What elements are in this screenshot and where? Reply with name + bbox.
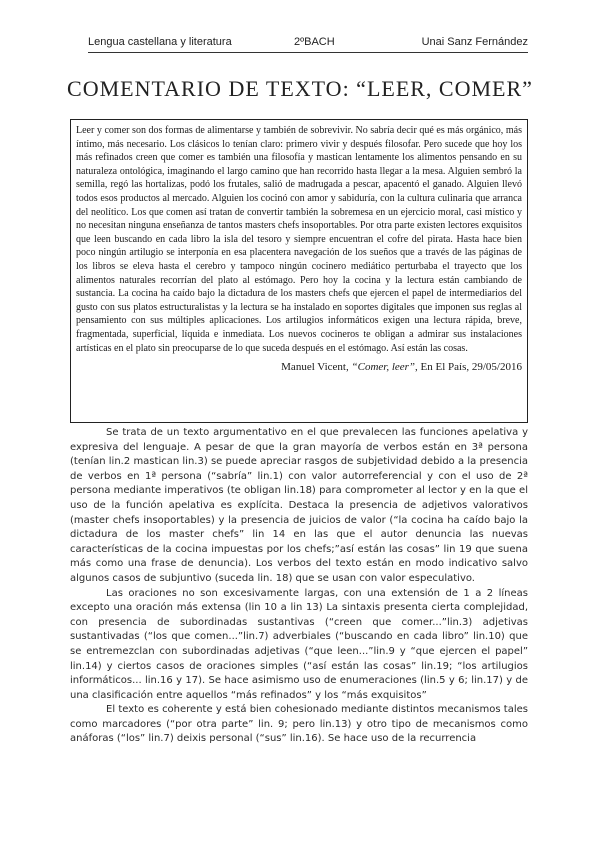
citation-work: “Comer, leer” xyxy=(351,361,416,374)
commentary-body xyxy=(70,426,528,747)
source-text: Leer y comer son dos formas de alimentarse y también de sobrevivir. No sabría decir qué es más orgánico, más íntimo, más necesario. Los clásicos lo tenían claro: primero vivir y después filosofar. Pero sucede que hoy los más refinados creen que comer es también una filosofía y mastican lentamente los alimentos pensando en su naturaleza ontológica, imaginando el largo camino que han recorrido hasta llegar a la mesa. Alguien sembró la semilla, regó las hortalizas, podó los frutales, salió de madrugada a pescar, apacentó el ganado. Alguien llevó todos esos productos al mercado. Alguien los cocinó con amor y sabiduría, con la cultura culinaria que arranca del neolítico. Los que comen así tratan de convertir también la sobremesa en un ejercicio moral, casi místico y no necesitan ninguna enseñanza de tantos masters chefs insoportables. Por otra parte existen lectores exquisitos que leen buscando en cada libro la isla del tesoro y siempre encuentran el cofre del pirata. Hasta hace bien poco ningún artilugio se interponía en esa placentera navegación de los sueños que a través de las páginas de los libros se eleva hasta el cerebro y tampoco ningún cocinero mediático perturbaba el trayecto que los alimentos naturales recorrían del plato al estómago. Pero hoy la cocina y la lectura están cambiando de sustancia. La cocina ha caído bajo la dictadura de los masters chefs que ejercen el papel de intermediarios del gusto con sus platos estructuralistas y la lectura se ha instalado en soportes digitales que imponen sus reglas al pensamiento con sus múltiples aplicaciones. Los artilugios informáticos exigen una lectura rápida, breve, fragmentada, superficial, líquida e inmediata. Los nuevos cocineros te obligan a admirar sus instalaciones artísticas en el plato sin preocuparse de lo que suceda después en el estómago. Así están las cosas. xyxy=(76,125,522,354)
page-title: COMENTARIO DE TEXTO: “LEER, COMER” xyxy=(67,76,533,101)
commentary-paragraph-3: El texto es coherente y está bien cohesionado mediante distintos mecanismos tales como marcadores (“por otra parte” lin. 9; pero lin.13) y otro tipo de mecanismos como anáforas (“los” lin.7) deixis personal (“sus” lin.16). Se hace uso de la recurrencia xyxy=(70,704,528,745)
source-text-box xyxy=(70,119,528,423)
citation-source: , En El País, 29/05/2016 xyxy=(415,361,522,374)
commentary-paragraph-2: Las oraciones no son excesivamente largas, con una extensión de 1 a 2 líneas excepto una oración más extensa (lin 10 a lin 13) La sintaxis presenta cierta complejidad, con presencia de subordinadas sustantivas (“creen que comer...”lin.3) adjetivas sustantivadas (“los que comen...”lin.7) adverbiales (“buscando en cada libro” lin.10) que se entremezclan con subordinadas adjetivas (“que leen...”lin.9 y “que ejercen el papel” lin.14) y ciertos casos de oraciones simples (“así están las cosas” lin.19; “los artilugios informáticos... lin.16 y 17). Se hace asimismo uso de enumeraciones (lin.5 y 6; lin.17) y de una clasificación entre aquellos “más refinados” y los “más exquisitos” xyxy=(70,587,528,701)
page-header xyxy=(88,36,528,53)
header-subject: Lengua castellana y literatura xyxy=(88,36,232,48)
citation xyxy=(76,361,522,373)
header-course: 2ºBACH xyxy=(294,36,335,48)
citation-author: Manuel Vicent, xyxy=(281,361,352,374)
header-author: Unai Sanz Fernández xyxy=(421,36,528,48)
commentary-paragraph-1: Se trata de un texto argumentativo en el que prevalecen las funciones apelativa y expresiva del lenguaje. A pesar de que la gran mayoría de verbos están en 3ª persona (tenían lin.2 mastican lin.3) se puede apreciar rasgos de subjetividad debido a la presencia de verbos en 1ª persona (“sabría” lin.1) con valor autorreferencial y con el uso de 2ª persona mediante imperativos (te obligan lin.18) para comprometer al lector y en la que el uso de la función apelativa es explícita. Destaca la presencia de adjetivos valorativos (master chefs insoportables) y la presencia de juicios de valor (“la cocina ha caído bajo la dictadura de los master chefs” lin 14 en las que el autor denuncia las nuevas características de la cocina impuestas por los chefs;”así están las cosas” lin 19 que suena más como una frase de denuncia). Los verbos del texto están en modo indicativo salvo algunos casos de subjuntivo (suceda lin. 18) que se usan con valor especulativo. xyxy=(70,427,528,584)
